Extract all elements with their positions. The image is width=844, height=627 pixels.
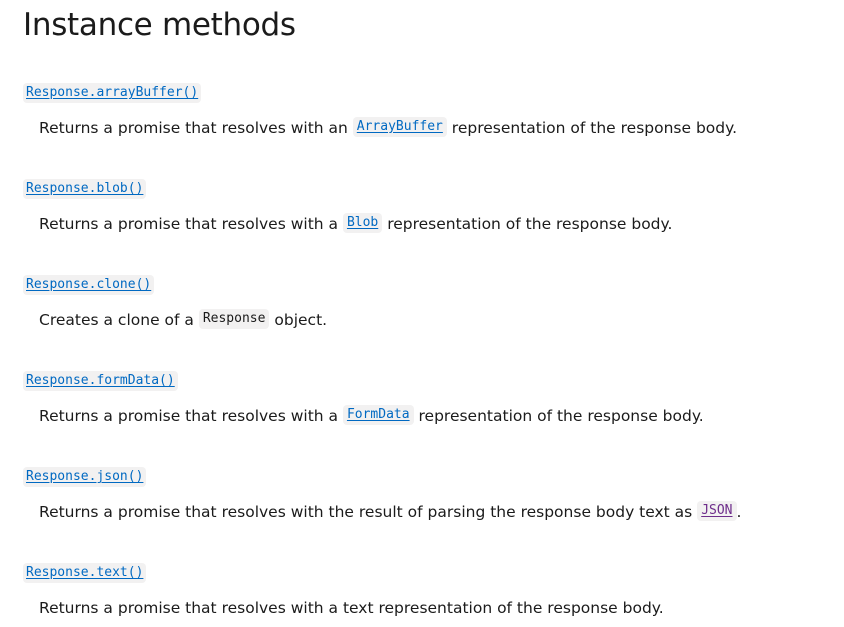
method-name: Response.json() xyxy=(23,467,146,487)
description-text: . xyxy=(736,503,742,521)
method-link-blob[interactable] xyxy=(23,179,146,196)
method-term xyxy=(23,178,146,198)
inline-code: Response xyxy=(199,309,270,329)
blob-link[interactable] xyxy=(343,215,382,233)
method-link-arraybuffer[interactable] xyxy=(23,83,201,100)
method-description xyxy=(39,398,704,434)
method-description xyxy=(39,494,741,530)
description-text: Returns a promise that resolves with the result of parsing the response body text as xyxy=(39,503,698,521)
formdata-link[interactable] xyxy=(343,407,414,425)
inline-code: JSON xyxy=(697,501,736,521)
arraybuffer-link[interactable] xyxy=(353,119,447,137)
description-text: Returns a promise that resolves with a xyxy=(39,407,343,425)
method-link-text[interactable] xyxy=(23,563,146,580)
description-text: Creates a clone of a xyxy=(39,311,199,329)
method-description xyxy=(39,110,737,146)
method-name: Response.arrayBuffer() xyxy=(23,83,201,103)
description-text: representation of the response body. xyxy=(413,407,704,425)
description-text: Returns a promise that resolves with a xyxy=(39,215,343,233)
method-description xyxy=(39,206,672,242)
method-term xyxy=(23,562,146,582)
section-heading: Instance methods xyxy=(23,7,296,43)
description-text: representation of the response body. xyxy=(446,119,738,137)
method-description xyxy=(39,590,664,626)
description-text: Returns a promise that resolves with a text representation of the response body. xyxy=(39,599,664,617)
method-name: Response.clone() xyxy=(23,275,154,295)
method-name: Response.blob() xyxy=(23,179,146,199)
method-term xyxy=(23,274,154,294)
method-name: Response.text() xyxy=(23,563,146,583)
method-term xyxy=(23,466,146,486)
method-name: Response.formData() xyxy=(23,371,178,391)
inline-code: ArrayBuffer xyxy=(353,117,447,137)
description-text: Returns a promise that resolves with an xyxy=(39,119,353,137)
method-description xyxy=(39,302,327,338)
description-text: representation of the response body. xyxy=(382,215,673,233)
method-link-clone[interactable] xyxy=(23,275,154,292)
inline-code: FormData xyxy=(343,405,414,425)
description-text: object. xyxy=(269,311,328,329)
method-link-json[interactable] xyxy=(23,467,146,484)
method-term xyxy=(23,370,178,390)
inline-code: Blob xyxy=(343,213,382,233)
method-term xyxy=(23,82,201,102)
json-link[interactable] xyxy=(697,503,736,521)
method-link-formdata[interactable] xyxy=(23,371,178,388)
